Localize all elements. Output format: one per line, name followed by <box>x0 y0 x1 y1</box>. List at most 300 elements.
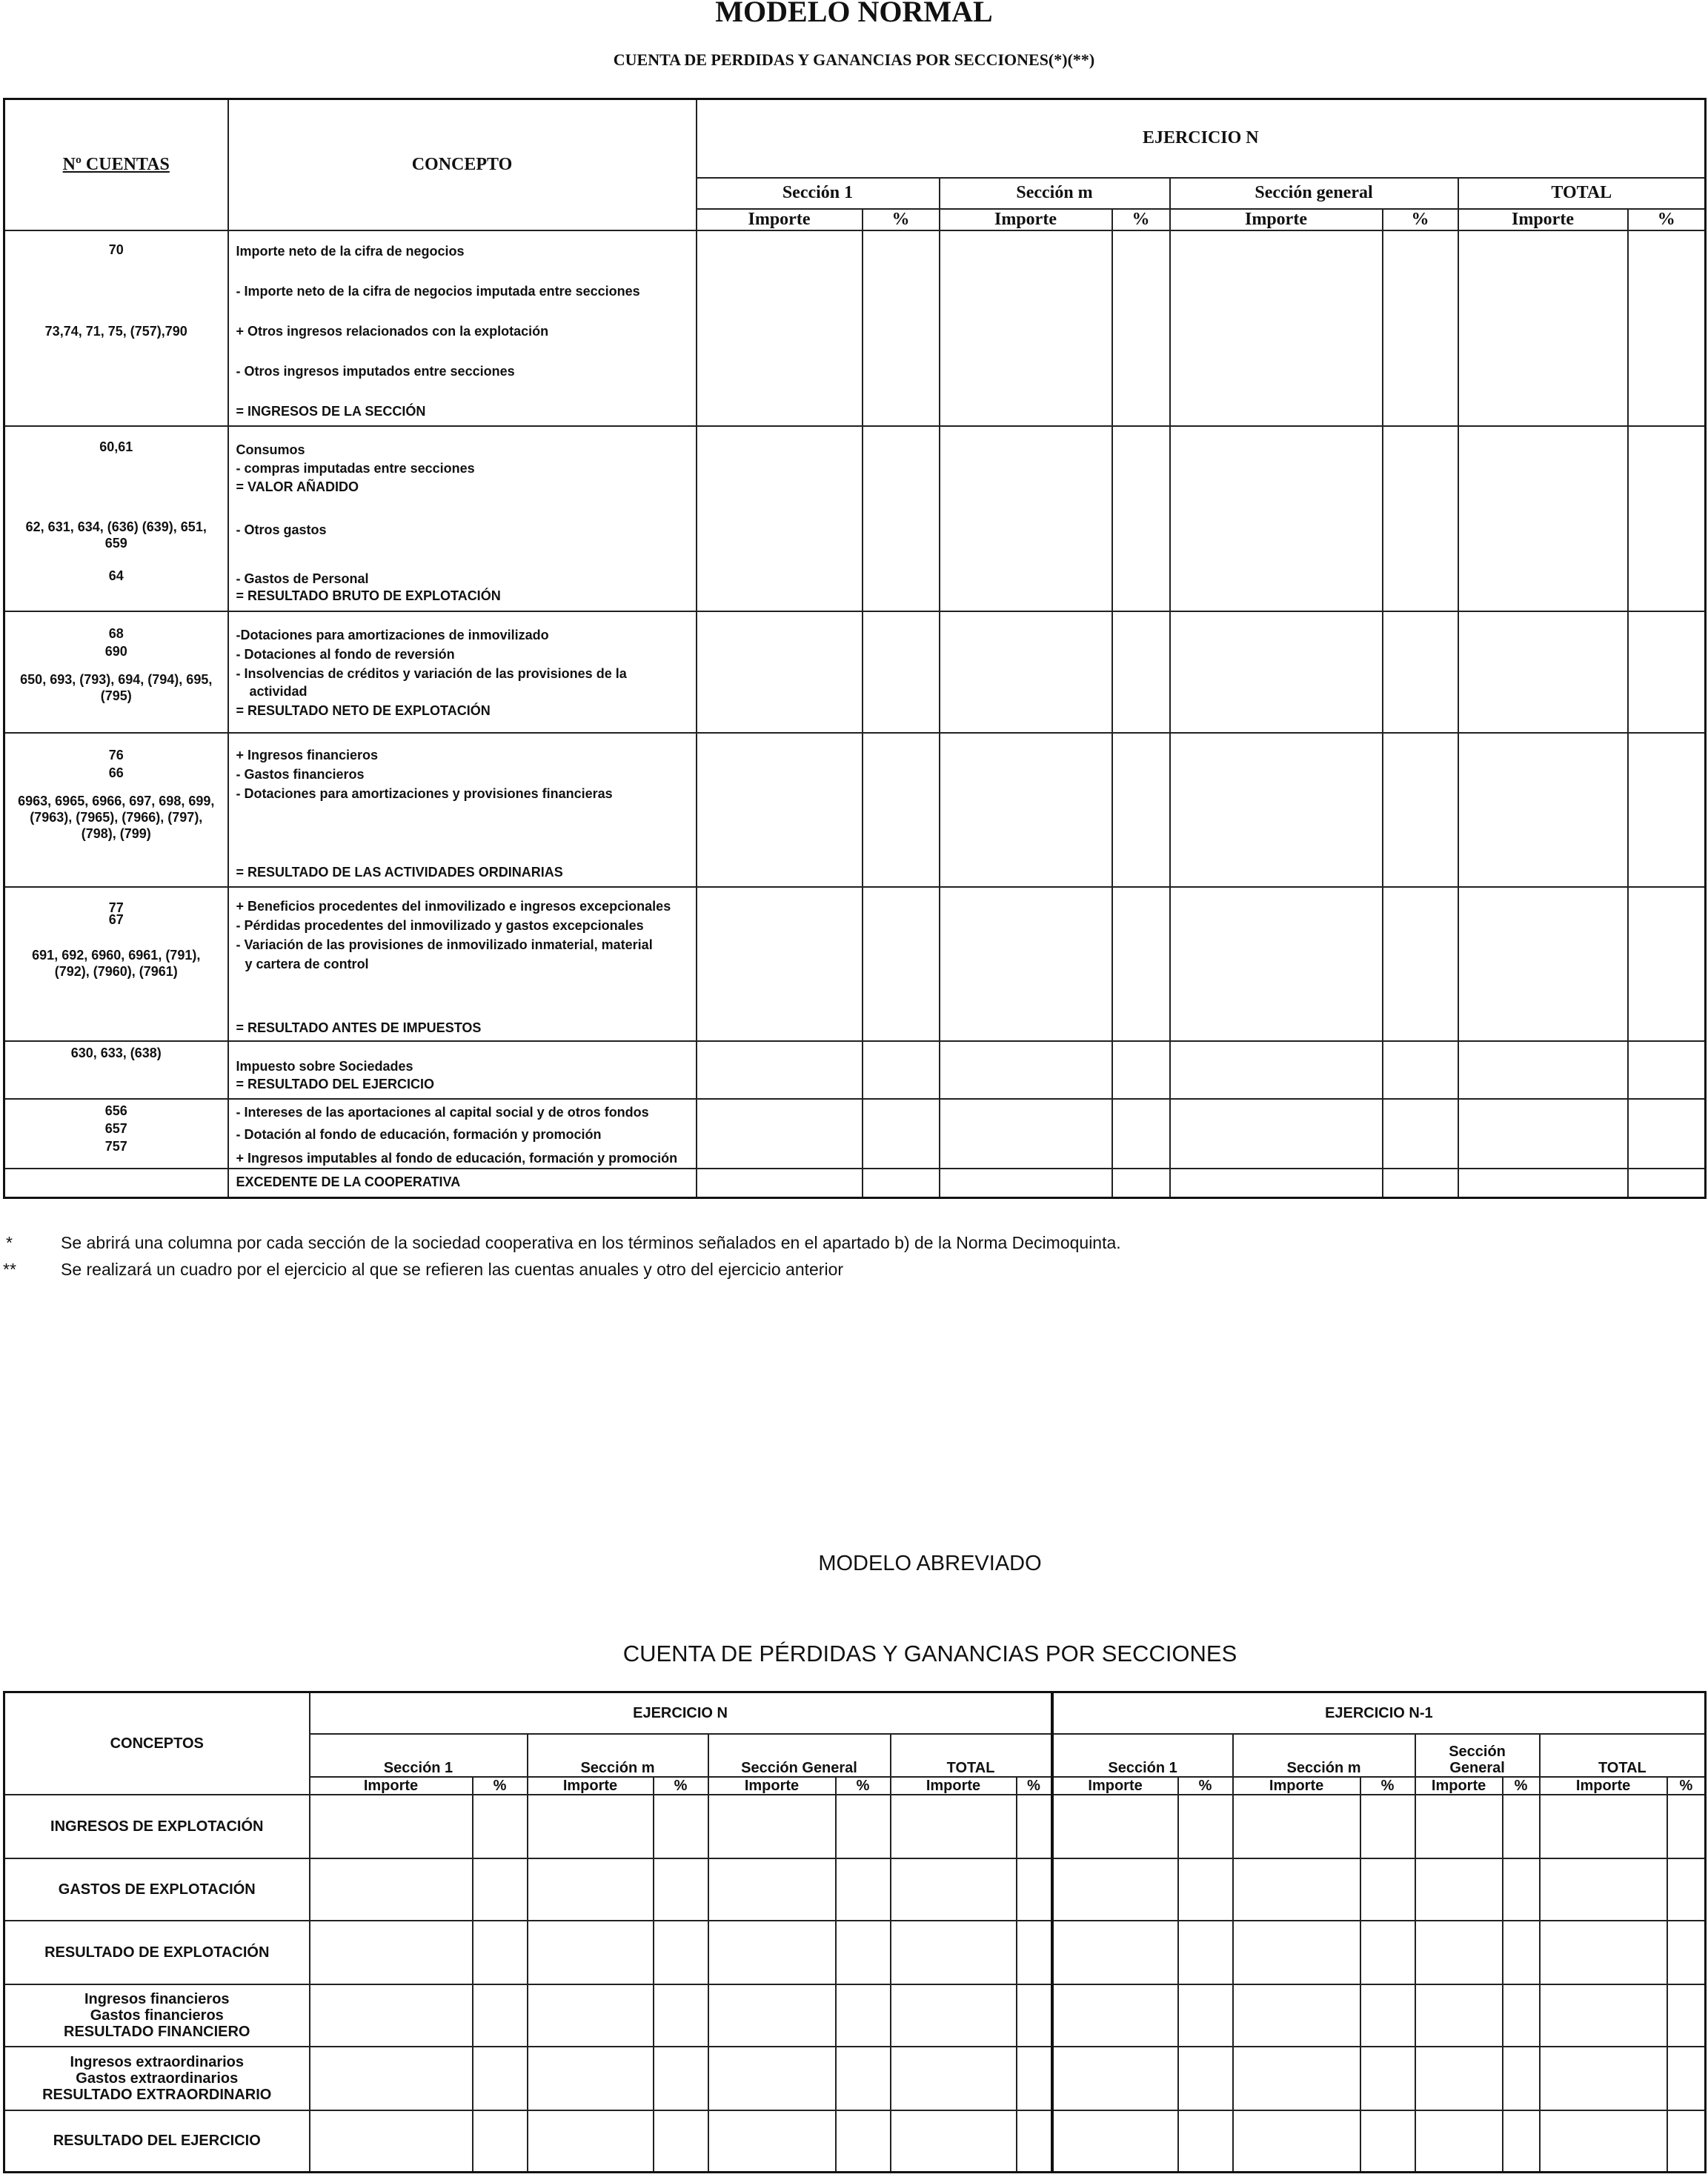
value-cell[interactable] <box>836 2047 891 2110</box>
row-label-line: RESULTADO DEL EJERCICIO <box>53 2133 261 2150</box>
value-cell[interactable] <box>1503 1984 1540 2047</box>
value-cell[interactable] <box>528 1984 654 2047</box>
concept-line: actividad <box>249 683 308 699</box>
concept-line: - Variación de las provisiones de inmovilizado inmaterial, material <box>236 937 653 952</box>
value-cell[interactable] <box>1415 1858 1503 1921</box>
value-cell[interactable] <box>940 1041 1112 1099</box>
value-cell[interactable] <box>1112 733 1170 887</box>
accounts-cell <box>4 733 228 887</box>
account-number: 70 <box>108 242 124 257</box>
header-section: Sección General <box>1415 1734 1540 1777</box>
header-pct: % <box>1628 209 1706 230</box>
header-pct: % <box>1667 1777 1706 1795</box>
row-label <box>4 1984 310 2047</box>
value-cell[interactable] <box>1628 426 1706 611</box>
value-cell[interactable] <box>310 1795 473 1858</box>
header-conceptos: CONCEPTOS <box>4 1692 310 1795</box>
value-cell[interactable] <box>473 2047 528 2110</box>
account-number: 64 <box>108 568 124 583</box>
concept-line: = RESULTADO ANTES DE IMPUESTOS <box>236 1020 482 1035</box>
account-number: 66 <box>108 765 124 780</box>
header-section: Sección 1 <box>697 178 940 209</box>
value-cell[interactable] <box>1170 1099 1383 1169</box>
header-pct: % <box>863 209 940 230</box>
header-section: TOTAL <box>1458 178 1706 209</box>
value-cell[interactable] <box>1540 1984 1667 2047</box>
account-number: 630, 633, (638) <box>70 1045 162 1060</box>
value-cell[interactable] <box>1383 230 1458 426</box>
value-cell[interactable] <box>940 230 1112 426</box>
header-importe: Importe <box>1540 1777 1667 1795</box>
value-cell[interactable] <box>1458 733 1628 887</box>
header-pct: % <box>473 1777 528 1795</box>
value-cell[interactable] <box>1383 1041 1458 1099</box>
value-cell[interactable] <box>1170 230 1383 426</box>
concept-cell <box>228 1169 697 1198</box>
value-cell[interactable] <box>940 733 1112 887</box>
header-section: Sección m <box>528 1734 708 1777</box>
header-pct: % <box>1503 1777 1540 1795</box>
value-cell[interactable] <box>708 1795 836 1858</box>
header-section: TOTAL <box>891 1734 1052 1777</box>
accounts-cell <box>4 887 228 1041</box>
value-cell[interactable] <box>654 2110 708 2173</box>
footnote-mark: ** <box>3 1260 16 1279</box>
header-pct: % <box>1360 1777 1415 1795</box>
value-cell[interactable] <box>697 733 863 887</box>
value-cell[interactable] <box>891 1795 1017 1858</box>
value-cell[interactable] <box>654 1921 708 1984</box>
value-cell[interactable] <box>1170 1041 1383 1099</box>
value-cell[interactable] <box>1667 1795 1706 1858</box>
value-cell[interactable] <box>1052 1921 1178 1984</box>
value-cell[interactable] <box>1383 1099 1458 1169</box>
value-cell[interactable] <box>1178 1795 1233 1858</box>
value-cell[interactable] <box>863 887 940 1041</box>
row-label-line: INGRESOS DE EXPLOTACIÓN <box>50 1818 264 1835</box>
row-label-line: Ingresos financieros <box>84 1990 230 2007</box>
value-cell[interactable] <box>1503 2047 1540 2110</box>
header-importe: Importe <box>528 1777 654 1795</box>
value-cell[interactable] <box>940 887 1112 1041</box>
value-cell[interactable] <box>1383 426 1458 611</box>
value-cell[interactable] <box>528 2110 654 2173</box>
value-cell[interactable] <box>1017 1921 1052 1984</box>
header-importe: Importe <box>1415 1777 1503 1795</box>
value-cell[interactable] <box>1503 1921 1540 1984</box>
value-cell[interactable] <box>1112 1099 1170 1169</box>
accounts-cell <box>4 426 228 611</box>
value-cell[interactable] <box>1233 2110 1360 2173</box>
row-label-line: GASTOS DE EXPLOTACIÓN <box>58 1881 256 1898</box>
header-section: Sección general <box>1170 178 1458 209</box>
value-cell[interactable] <box>697 611 863 733</box>
value-cell[interactable] <box>1383 1169 1458 1198</box>
table-row <box>4 1099 1706 1169</box>
header-importe: Importe <box>891 1777 1017 1795</box>
value-cell[interactable] <box>1540 1921 1667 1984</box>
value-cell[interactable] <box>1458 1169 1628 1198</box>
table-row <box>4 1041 1706 1099</box>
accounts-cell <box>4 1041 228 1099</box>
value-cell[interactable] <box>1052 1984 1178 2047</box>
row-label-line: RESULTADO EXTRAORDINARIO <box>42 2086 272 2103</box>
abreviado-body <box>4 1795 1706 2173</box>
value-cell[interactable] <box>1360 1795 1415 1858</box>
footnote-text: Se abrirá una columna por cada sección de la sociedad cooperativa en los términos señalados en el apartado b) de la Norma Decimoquinta. <box>61 1233 1121 1252</box>
value-cell[interactable] <box>1052 1858 1178 1921</box>
value-cell[interactable] <box>1503 2110 1540 2173</box>
value-cell[interactable] <box>1667 1984 1706 2047</box>
row-label <box>4 2110 310 2173</box>
value-cell[interactable] <box>1170 887 1383 1041</box>
concept-line: Impuesto sobre Sociedades <box>236 1058 413 1074</box>
concept-cell <box>228 230 697 426</box>
row-label <box>4 2047 310 2110</box>
header-importe: Importe <box>1052 1777 1178 1795</box>
value-cell[interactable] <box>528 1921 654 1984</box>
concept-line: - Insolvencias de créditos y variación de las provisiones de la <box>236 665 627 681</box>
table-row <box>4 2047 1706 2110</box>
value-cell[interactable] <box>473 1795 528 1858</box>
value-cell[interactable] <box>1383 887 1458 1041</box>
table-row <box>4 887 1706 1041</box>
value-cell[interactable] <box>1540 2047 1667 2110</box>
header-pct: % <box>1383 209 1458 230</box>
row-label <box>4 1921 310 1984</box>
value-cell[interactable] <box>473 1984 528 2047</box>
value-cell[interactable] <box>1667 2047 1706 2110</box>
value-cell[interactable] <box>863 733 940 887</box>
header-section: Sección 1 <box>1052 1734 1233 1777</box>
account-number: 62, 631, 634, (636) (639), 651, 659 <box>25 519 207 551</box>
value-cell[interactable] <box>891 2047 1017 2110</box>
value-cell[interactable] <box>654 1858 708 1921</box>
value-cell[interactable] <box>1178 2047 1233 2110</box>
value-cell[interactable] <box>528 2047 654 2110</box>
concept-line: + Otros ingresos relacionados con la explotación <box>236 323 549 339</box>
account-number: 68 <box>108 625 124 641</box>
concept-cell <box>228 887 697 1041</box>
value-cell[interactable] <box>1628 733 1706 887</box>
value-cell[interactable] <box>1178 1921 1233 1984</box>
value-cell[interactable] <box>310 1858 473 1921</box>
row-label <box>4 1858 310 1921</box>
value-cell[interactable] <box>1415 2110 1503 2173</box>
header-concepto: CONCEPTO <box>228 99 697 230</box>
table-row <box>4 230 1706 426</box>
value-cell[interactable] <box>1458 887 1628 1041</box>
header-importe: Importe <box>940 209 1112 230</box>
account-number: 690 <box>104 643 127 659</box>
table-row <box>4 1984 1706 2047</box>
value-cell[interactable] <box>1360 1984 1415 2047</box>
header-ejercicio-n: EJERCICIO N <box>310 1692 1052 1734</box>
value-cell[interactable] <box>1458 230 1628 426</box>
value-cell[interactable] <box>1458 1041 1628 1099</box>
header-pct: % <box>1178 1777 1233 1795</box>
value-cell[interactable] <box>1458 1099 1628 1169</box>
value-cell[interactable] <box>1017 2110 1052 2173</box>
concept-line: Importe neto de la cifra de negocios <box>236 243 465 259</box>
concept-line: - Pérdidas procedentes del inmovilizado y gastos excepcionales <box>236 917 644 933</box>
header-pct: % <box>654 1777 708 1795</box>
header-pct: % <box>836 1777 891 1795</box>
value-cell[interactable] <box>891 1984 1017 2047</box>
table-row <box>4 1795 1706 1858</box>
value-cell[interactable] <box>1017 1795 1052 1858</box>
concept-line: - Dotación al fondo de educación, formación y promoción <box>236 1126 602 1142</box>
value-cell[interactable] <box>1628 1041 1706 1099</box>
value-cell[interactable] <box>1667 2110 1706 2173</box>
value-cell[interactable] <box>1178 2110 1233 2173</box>
abreviado-table <box>3 1691 1707 2173</box>
value-cell[interactable] <box>1112 230 1170 426</box>
header-pct: % <box>1017 1777 1052 1795</box>
value-cell[interactable] <box>1360 2047 1415 2110</box>
concept-cell <box>228 426 697 611</box>
account-number: 757 <box>104 1138 127 1154</box>
section-subtitle: CUENTA DE PÉRDIDAS Y GANANCIAS POR SECCIONES <box>622 1641 1237 1666</box>
row-label-line: Gastos extraordinarios <box>76 2070 239 2087</box>
value-cell[interactable] <box>1540 1795 1667 1858</box>
footnote-mark: * <box>6 1233 13 1252</box>
value-cell[interactable] <box>697 1099 863 1169</box>
value-cell[interactable] <box>708 1858 836 1921</box>
value-cell[interactable] <box>1503 1795 1540 1858</box>
value-cell[interactable] <box>1112 611 1170 733</box>
concept-cell <box>228 611 697 733</box>
value-cell[interactable] <box>836 2110 891 2173</box>
accounts-cell <box>4 611 228 733</box>
value-cell[interactable] <box>863 1099 940 1169</box>
value-cell[interactable] <box>940 1169 1112 1198</box>
concept-line: - Dotaciones al fondo de reversión <box>236 646 455 662</box>
value-cell[interactable] <box>1233 1795 1360 1858</box>
header-section: Sección m <box>940 178 1170 209</box>
value-cell[interactable] <box>1415 2047 1503 2110</box>
value-cell[interactable] <box>473 1921 528 1984</box>
page-subtitle: CUENTA DE PERDIDAS Y GANANCIAS POR SECCIONES(*)(**) <box>613 50 1095 69</box>
value-cell[interactable] <box>473 2110 528 2173</box>
value-cell[interactable] <box>310 1984 473 2047</box>
value-cell[interactable] <box>1233 2047 1360 2110</box>
concept-line: - Otros ingresos imputados entre secciones <box>236 363 515 379</box>
concept-line: - Otros gastos <box>236 522 327 537</box>
accounts-cell <box>4 1169 228 1198</box>
footnote-text: Se realizará un cuadro por el ejercicio al que se refieren las cuentas anuales y otro del ejercicio anterior <box>61 1260 844 1279</box>
value-cell[interactable] <box>1383 733 1458 887</box>
table-row <box>4 733 1706 887</box>
row-label <box>4 1795 310 1858</box>
value-cell[interactable] <box>1415 1921 1503 1984</box>
page-title: MODELO NORMAL <box>715 0 993 28</box>
header-importe: Importe <box>310 1777 473 1795</box>
header-pct: % <box>1112 209 1170 230</box>
header-cuentas: Nº CUENTAS <box>4 99 228 230</box>
concept-line: + Ingresos financieros <box>236 747 379 762</box>
value-cell[interactable] <box>1052 2110 1178 2173</box>
value-cell[interactable] <box>528 1858 654 1921</box>
value-cell[interactable] <box>1628 1099 1706 1169</box>
table-row <box>4 1858 1706 1921</box>
concept-line: = RESULTADO DEL EJERCICIO <box>236 1076 435 1091</box>
header-importe: Importe <box>1458 209 1628 230</box>
header-ejercicio: EJERCICIO N <box>697 99 1706 178</box>
account-number: 60,61 <box>99 439 133 454</box>
value-cell[interactable] <box>473 1858 528 1921</box>
value-cell[interactable] <box>697 1169 863 1198</box>
value-cell[interactable] <box>1233 1921 1360 1984</box>
header-importe: Importe <box>1170 209 1383 230</box>
value-cell[interactable] <box>1017 2047 1052 2110</box>
header-section: TOTAL <box>1540 1734 1706 1777</box>
concept-line: = RESULTADO BRUTO DE EXPLOTACIÓN <box>236 588 501 603</box>
concept-line: - Intereses de las aportaciones al capital social y de otros fondos <box>236 1104 649 1120</box>
value-cell[interactable] <box>1540 1858 1667 1921</box>
value-cell[interactable] <box>1383 611 1458 733</box>
value-cell[interactable] <box>697 887 863 1041</box>
value-cell[interactable] <box>1170 733 1383 887</box>
value-cell[interactable] <box>863 426 940 611</box>
value-cell[interactable] <box>940 1099 1112 1169</box>
table-row <box>4 426 1706 611</box>
value-cell[interactable] <box>528 1795 654 1858</box>
value-cell[interactable] <box>708 2047 836 2110</box>
value-cell[interactable] <box>1628 1169 1706 1198</box>
value-cell[interactable] <box>891 1921 1017 1984</box>
account-number: 73,74, 71, 75, (757),790 <box>44 323 187 339</box>
normal-table <box>3 98 1707 1199</box>
accounts-cell <box>4 230 228 426</box>
value-cell[interactable] <box>1458 611 1628 733</box>
value-cell[interactable] <box>654 1795 708 1858</box>
value-cell[interactable] <box>1233 1984 1360 2047</box>
value-cell[interactable] <box>697 426 863 611</box>
value-cell[interactable] <box>863 1169 940 1198</box>
value-cell[interactable] <box>1112 426 1170 611</box>
value-cell[interactable] <box>891 2110 1017 2173</box>
account-number: 657 <box>104 1120 127 1136</box>
table-row <box>4 611 1706 733</box>
table-row <box>4 1169 1706 1198</box>
value-cell[interactable] <box>1112 887 1170 1041</box>
concept-line: + Beneficios procedentes del inmovilizado e ingresos excepcionales <box>236 898 671 914</box>
concept-line: + Ingresos imputables al fondo de educación, formación y promoción <box>236 1150 678 1166</box>
value-cell[interactable] <box>891 1858 1017 1921</box>
value-cell[interactable] <box>310 2047 473 2110</box>
value-cell[interactable] <box>1628 230 1706 426</box>
value-cell[interactable] <box>940 426 1112 611</box>
value-cell[interactable] <box>1628 887 1706 1041</box>
account-number: 6963, 6965, 6966, 697, 698, 699, (7963), (7965), (7966), (797), (798), (799) <box>18 793 215 841</box>
value-cell[interactable] <box>1360 1858 1415 1921</box>
value-cell[interactable] <box>1667 1921 1706 1984</box>
value-cell[interactable] <box>1017 1858 1052 1921</box>
header-importe: Importe <box>697 209 863 230</box>
concept-line: y cartera de control <box>245 956 369 971</box>
row-label-line: RESULTADO FINANCIERO <box>64 2023 250 2040</box>
value-cell[interactable] <box>1178 1858 1233 1921</box>
concept-line: EXCEDENTE DE LA COOPERATIVA <box>236 1174 461 1189</box>
value-cell[interactable] <box>310 1921 473 1984</box>
concept-cell <box>228 733 697 887</box>
value-cell[interactable] <box>1112 1041 1170 1099</box>
value-cell[interactable] <box>708 1921 836 1984</box>
concept-line: - Importe neto de la cifra de negocios imputada entre secciones <box>236 283 640 299</box>
value-cell[interactable] <box>1052 1795 1178 1858</box>
value-cell[interactable] <box>310 2110 473 2173</box>
header-section: Sección m <box>1233 1734 1415 1777</box>
header-ejercicio-n1: EJERCICIO N-1 <box>1052 1692 1706 1734</box>
account-number: 76 <box>108 747 124 762</box>
value-cell[interactable] <box>836 1984 891 2047</box>
concept-line: = VALOR AÑADIDO <box>236 479 359 494</box>
concept-line: - compras imputadas entre secciones <box>236 460 475 476</box>
header-importe: Importe <box>1233 1777 1360 1795</box>
value-cell[interactable] <box>1170 426 1383 611</box>
value-cell[interactable] <box>697 230 863 426</box>
accounts-cell <box>4 1099 228 1169</box>
account-number: 67 <box>108 911 124 927</box>
header-section: Sección General <box>708 1734 891 1777</box>
value-cell[interactable] <box>940 611 1112 733</box>
concept-line: - Dotaciones para amortizaciones y provisiones financieras <box>236 785 613 801</box>
value-cell[interactable] <box>708 1984 836 2047</box>
value-cell[interactable] <box>1170 1169 1383 1198</box>
row-label-line: Ingresos extraordinarios <box>70 2053 245 2070</box>
value-cell[interactable] <box>1415 1984 1503 2047</box>
value-cell[interactable] <box>1360 1921 1415 1984</box>
value-cell[interactable] <box>863 230 940 426</box>
value-cell[interactable] <box>1052 2047 1178 2110</box>
row-label-line: RESULTADO DE EXPLOTACIÓN <box>44 1944 270 1961</box>
concept-line: - Gastos de Personal <box>236 571 369 586</box>
value-cell[interactable] <box>1540 2110 1667 2173</box>
value-cell[interactable] <box>863 1041 940 1099</box>
section-title: MODELO ABREVIADO <box>818 1552 1042 1575</box>
value-cell[interactable] <box>1458 426 1628 611</box>
value-cell[interactable] <box>1667 1858 1706 1921</box>
concept-cell <box>228 1041 697 1099</box>
value-cell[interactable] <box>836 1795 891 1858</box>
value-cell[interactable] <box>863 611 940 733</box>
value-cell[interactable] <box>654 2047 708 2110</box>
value-cell[interactable] <box>1415 1795 1503 1858</box>
header-importe: Importe <box>708 1777 836 1795</box>
concept-line: = INGRESOS DE LA SECCIÓN <box>236 403 426 419</box>
value-cell[interactable] <box>697 1041 863 1099</box>
concept-line: - Gastos financieros <box>236 766 365 782</box>
value-cell[interactable] <box>1170 611 1383 733</box>
value-cell[interactable] <box>1360 2110 1415 2173</box>
value-cell[interactable] <box>654 1984 708 2047</box>
concept-cell <box>228 1099 697 1169</box>
value-cell[interactable] <box>1503 1858 1540 1921</box>
account-number: 691, 692, 6960, 6961, (791), (792), (7960), (7961) <box>32 947 201 979</box>
concept-line: = RESULTADO NETO DE EXPLOTACIÓN <box>236 702 491 718</box>
value-cell[interactable] <box>836 1921 891 1984</box>
value-cell[interactable] <box>1233 1858 1360 1921</box>
value-cell[interactable] <box>836 1858 891 1921</box>
value-cell[interactable] <box>708 2110 836 2173</box>
value-cell[interactable] <box>1628 611 1706 733</box>
table-row <box>4 2110 1706 2173</box>
value-cell[interactable] <box>1112 1169 1170 1198</box>
value-cell[interactable] <box>1017 1984 1052 2047</box>
value-cell[interactable] <box>1178 1984 1233 2047</box>
concept-line: = RESULTADO DE LAS ACTIVIDADES ORDINARIAS <box>236 864 563 880</box>
